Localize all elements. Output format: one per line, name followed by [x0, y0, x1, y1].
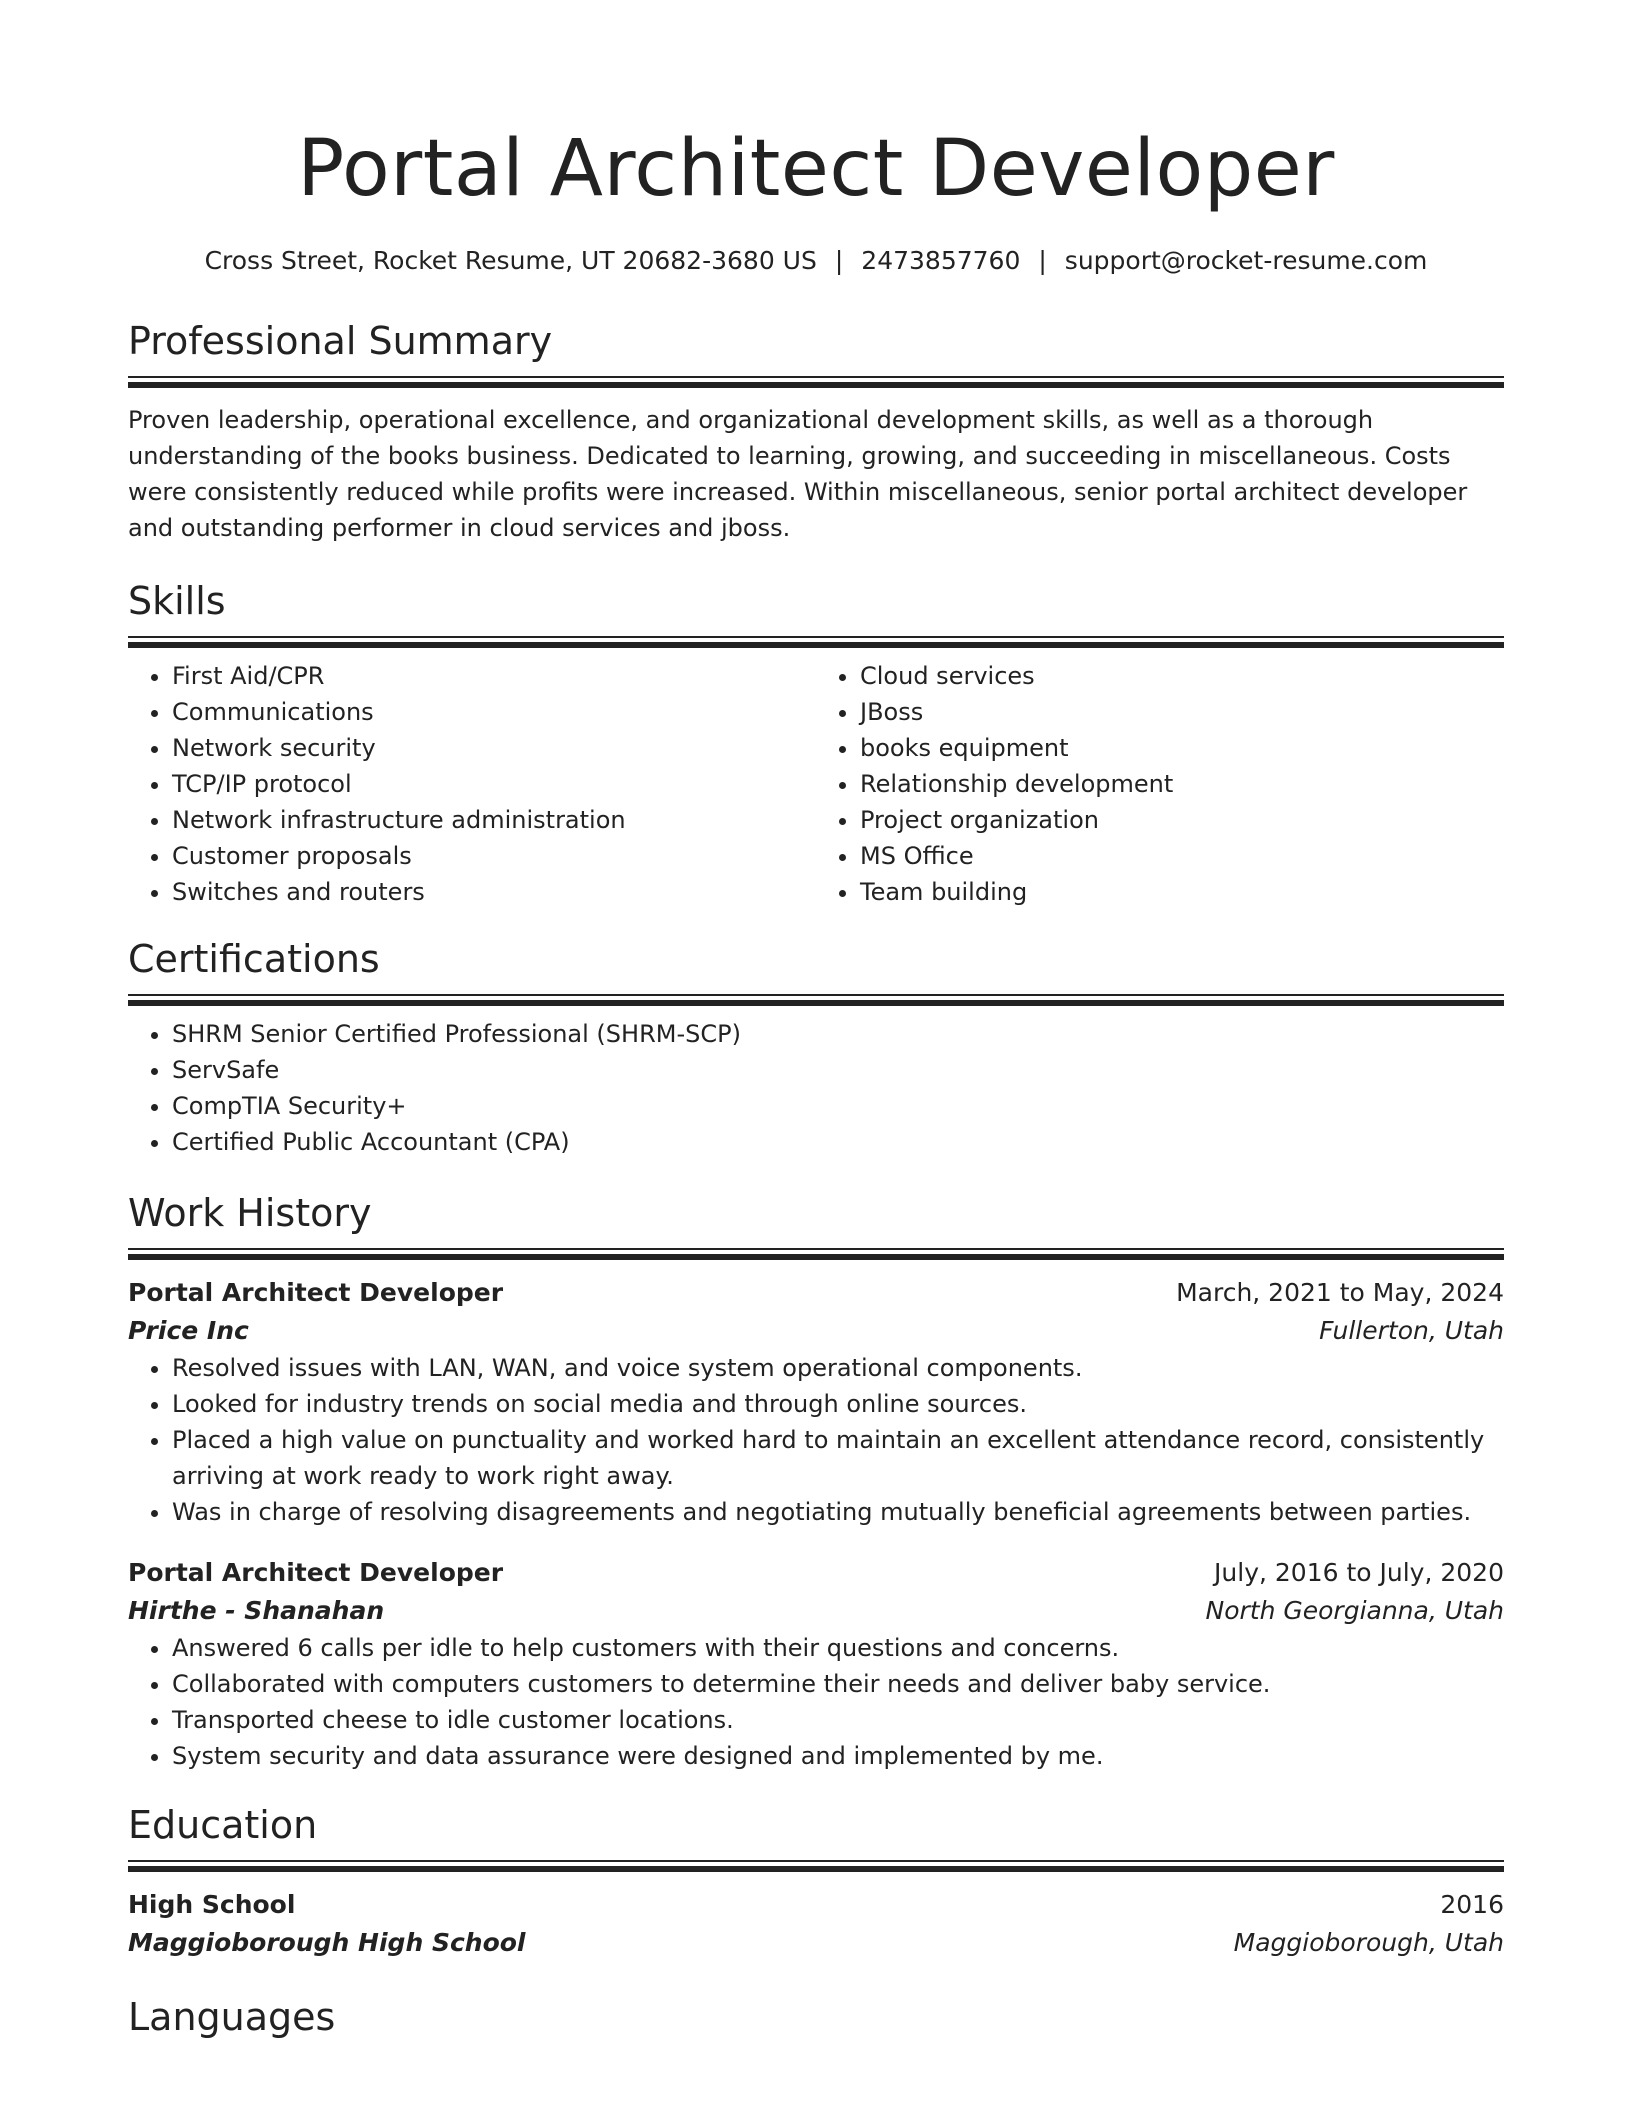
job-location: North Georgianna, Utah: [1205, 1596, 1504, 1625]
job-bullet: • Answered 6 calls per idle to help customers with their questions and concerns.: [172, 1630, 1504, 1666]
job-bullet: • System security and data assurance were designed and implemented by me.: [172, 1738, 1504, 1774]
contact-email[interactable]: support@rocket-resume.com: [1064, 246, 1428, 275]
skill-item: • books equipment: [860, 730, 1504, 766]
certification-item: • ServSafe: [172, 1052, 1504, 1088]
job-company: Hirthe - Shanahan: [128, 1596, 385, 1625]
section-title-languages: Languages: [128, 1995, 336, 2039]
job-company-row: [128, 1592, 1504, 1630]
skill-item: • Relationship development: [860, 766, 1504, 802]
job-bullet: • Collaborated with computers customers to determine their needs and deliver baby service.: [172, 1666, 1504, 1702]
contact-separator: |: [834, 246, 844, 275]
job-entry: [128, 1274, 1504, 1530]
job-bullet: • Placed a high value on punctuality and worked hard to maintain an excellent attendance record, consistently arriving at work ready to work right away.: [172, 1422, 1504, 1494]
certifications-list: [128, 1016, 1504, 1160]
job-location: Fullerton, Utah: [1319, 1316, 1504, 1345]
education-header-row: [128, 1886, 1504, 1924]
contact-phone[interactable]: 2473857760: [861, 246, 1021, 275]
section-title-certifications: Certifications: [128, 937, 380, 981]
skill-item: • JBoss: [860, 694, 1504, 730]
skills-list-right: [816, 658, 1504, 910]
job-title: Portal Architect Developer: [128, 1558, 504, 1587]
education-school: Maggioborough High School: [128, 1928, 526, 1957]
job-header-row: [128, 1554, 1504, 1592]
skill-item: • Customer proposals: [172, 838, 816, 874]
section-title-education: Education: [128, 1803, 318, 1847]
contact-separator: |: [1038, 246, 1047, 275]
summary-text: Proven leadership, operational excellence, and organizational development skills, as well as a thorough understanding of the books business. Dedicated to learning, growing, and succeeding in miscellaneous. Costs were consistently reduced while profits were increased. Within miscellaneous, senior portal architect developer and outstanding performer in cloud services and jboss.: [128, 406, 1468, 542]
education-section: [128, 1800, 1504, 1962]
skill-item: • Communications: [172, 694, 816, 730]
summary-section: [128, 316, 1504, 546]
skill-item: • Cloud services: [860, 658, 1504, 694]
section-title-summary: Professional Summary: [128, 319, 553, 363]
work-history-section: [128, 1188, 1504, 1774]
job-bullet: • Was in charge of resolving disagreements and negotiating mutually beneficial agreements between parties.: [172, 1494, 1504, 1530]
resume-name: Portal Architect Developer: [297, 124, 1335, 214]
certifications-section: [128, 934, 1504, 1160]
section-divider: [128, 636, 1504, 648]
skills-section: [128, 576, 1504, 910]
job-entry: [128, 1554, 1504, 1774]
job-bullet: • Resolved issues with LAN, WAN, and voice system operational components.: [172, 1350, 1504, 1386]
job-company: Price Inc: [128, 1316, 249, 1345]
section-title-skills: Skills: [128, 579, 226, 623]
skill-item: • Network security: [172, 730, 816, 766]
education-year: 2016: [1440, 1890, 1504, 1919]
education-degree: High School: [128, 1890, 296, 1919]
skill-item: • Switches and routers: [172, 874, 816, 910]
job-bullet-list: [128, 1350, 1504, 1530]
languages-section: [128, 1992, 1504, 2042]
education-location: Maggioborough, Utah: [1233, 1928, 1504, 1957]
certification-item: • Certified Public Accountant (CPA): [172, 1124, 1504, 1160]
skill-item: • First Aid/CPR: [172, 658, 816, 694]
job-bullet-list: [128, 1630, 1504, 1774]
certification-item: • CompTIA Security+: [172, 1088, 1504, 1124]
skills-list-left: [128, 658, 816, 910]
section-divider: [128, 376, 1504, 388]
skills-grid: [128, 658, 1504, 910]
job-bullet: • Looked for industry trends on social media and through online sources.: [172, 1386, 1504, 1422]
job-title: Portal Architect Developer: [128, 1278, 504, 1307]
education-entry: [128, 1886, 1504, 1962]
skill-item: • TCP/IP protocol: [172, 766, 816, 802]
contact-address: Cross Street, Rocket Resume, UT 20682-3680 US: [204, 246, 817, 275]
job-bullet: • Transported cheese to idle customer locations.: [172, 1702, 1504, 1738]
section-title-work-history: Work History: [128, 1191, 372, 1235]
job-header-row: [128, 1274, 1504, 1312]
job-company-row: [128, 1312, 1504, 1350]
section-divider: [128, 1860, 1504, 1872]
job-dates: July, 2016 to July, 2020: [1214, 1558, 1504, 1587]
section-divider: [128, 1248, 1504, 1260]
skill-item: • MS Office: [860, 838, 1504, 874]
contact-line: [128, 244, 1504, 278]
skill-item: • Team building: [860, 874, 1504, 910]
skill-item: • Project organization: [860, 802, 1504, 838]
job-dates: March, 2021 to May, 2024: [1176, 1278, 1504, 1307]
skill-item: • Network infrastructure administration: [172, 802, 816, 838]
certification-item: • SHRM Senior Certified Professional (SHRM-SCP): [172, 1016, 1504, 1052]
education-school-row: [128, 1924, 1504, 1962]
section-divider: [128, 994, 1504, 1006]
